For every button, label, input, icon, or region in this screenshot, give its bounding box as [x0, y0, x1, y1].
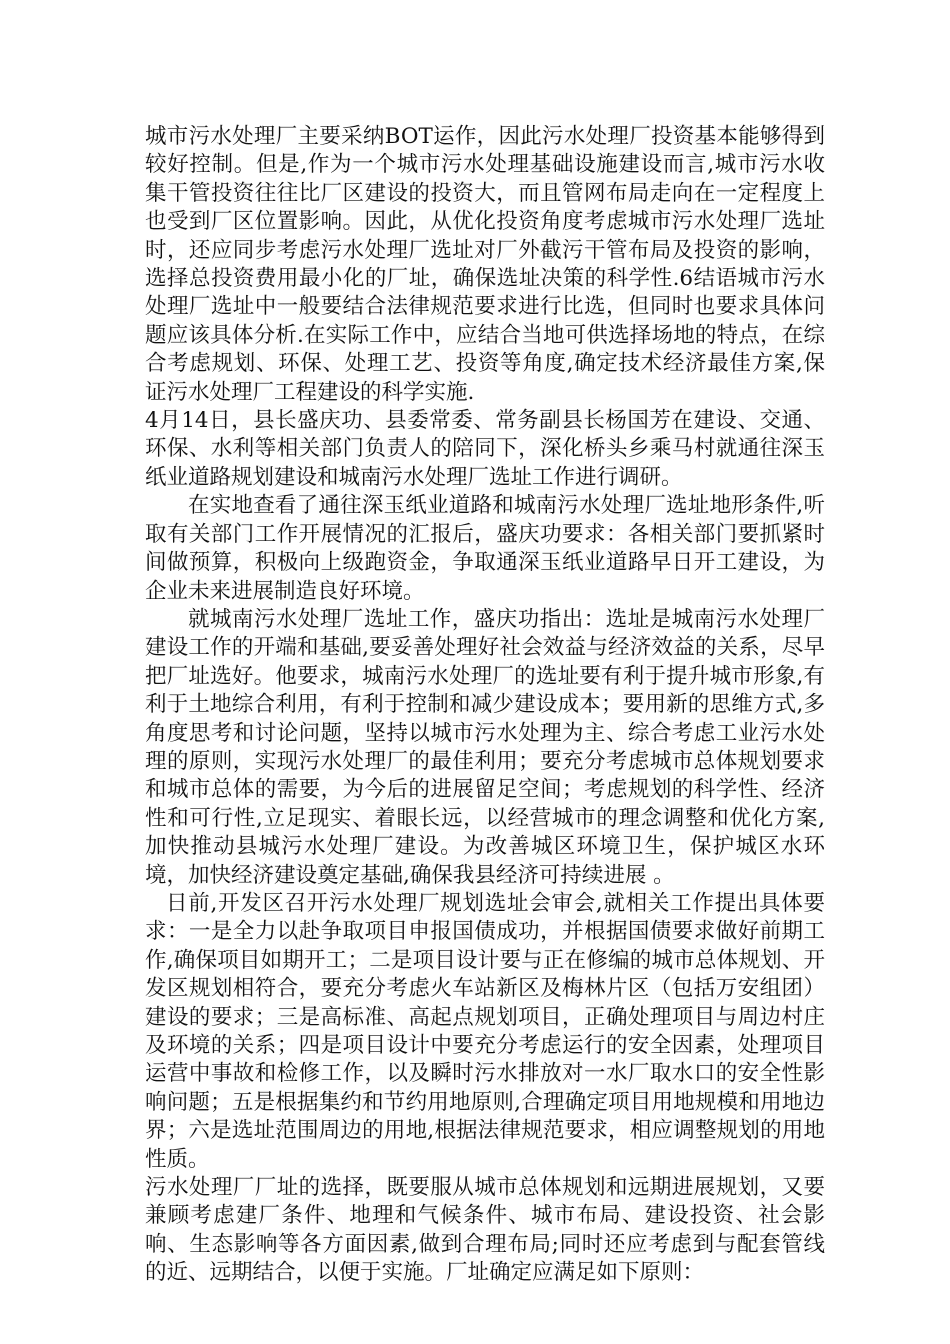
paragraph-county-survey: 4月14日，县长盛庆功、县委常委、常务副县长杨国芳在建设、交通、环保、水利等相关部门负责人的陪同下，深化桥头乡乘马村就通往深玉纸业道路规划建设和城南污水处理厂选址工作进行调研。 — [145, 408, 825, 490]
paragraph-development-zone-review: 日前,开发区召开污水处理厂规划选址会审会,就相关工作提出具体要求：一是全力以赴争取项目申报国债成功，并根据国债要求做好前期工作,确保项目如期开工；二是项目设计要与正在修编的城市总体规划、开发区规划相符合，要充分考虑火车站新区及梅林片区（包括万安组团）建设的要求；三是高标准、高起点规划项目，正确处理项目与周边村庄及环境的关系；四是项目设计中要充分考虑运行的安全因素，处理项目运营中事故和检修工作，以及瞬时污水排放对一水厂取水口的安全性影响问题；五是根据集约和节约用地原则,合理确定项目用地规模和用地边界；六是选址范围周边的用地,根据法律规范要求，相应调整规划的用地性质。 — [145, 890, 825, 1172]
paragraph-investment-control: 城市污水处理厂主要采纳BOT运作，因此污水处理厂投资基本能够得到较好控制。但是,作为一个城市污水处理基础设施建设而言,城市污水收集干管投资往往比厂区建设的投资大，而且管网布局走向在一定程度上也受到厂区位置影响。因此，从优化投资角度考虑城市污水处理厂选址时，还应同步考虑污水处理厂选址对厂外截污干管布局及投资的影响，选择总投资费用最小化的厂址，确保选址决策的科学性.6结语城市污水处理厂选址中一般要结合法律规范要求进行比选，但同时也要求具体问题应该具体分析.在实际工作中，应结合当地可供选择场地的特点，在综合考虑规划、环保、处理工艺、投资等角度,确定技术经济最佳方案,保证污水处理厂工程建设的科学实施. — [145, 124, 825, 405]
paragraph-road-requirements: 在实地查看了通往深玉纸业道路和城南污水处理厂选址地形条件,听取有关部门工作开展情况的汇报后，盛庆功要求：各相关部门要抓紧时间做预算，积极向上级跑资金，争取通深玉纸业道路早日开工建设，为企业未来进展制造良好环境。 — [145, 493, 825, 604]
paragraph-site-principles: 污水处理厂厂址的选择，既要服从城市总体规划和远期进展规划，又要兼顾考虑建厂条件、地理和气候条件、城市布局、建设投资、社会影响、生态影响等各方面因素,做到合理布局;同时还应考虑到与配套管线的近、远期结合，以便于实施。厂址确定应满足如下原则： — [145, 1175, 825, 1286]
paragraph-site-selection-guidance: 就城南污水处理厂选址工作，盛庆功指出：选址是城南污水处理厂建设工作的开端和基础,要妥善处理好社会效益与经济效益的关系，尽早把厂址选好。他要求，城南污水处理厂的选址要有利于提升城市形象,有利于土地综合利用，有利于控制和减少建设成本；要用新的思维方式,多角度思考和讨论问题，坚持以城市污水处理为主、综合考虑工业污水处理的原则，实现污水处理厂的最佳利用；要充分考虑城市总体规划要求和城市总体的需要，为今后的进展留足空间；考虑规划的科学性、经济性和可行性,立足现实、着眼长远，以经营城市的理念调整和优化方案,加快推动县城污水处理厂建设。为改善城区环境卫生，保护城区水环境，加快经济建设奠定基础,确保我县经济可持续进展 。 — [145, 606, 825, 888]
document-body — [145, 123, 825, 1288]
